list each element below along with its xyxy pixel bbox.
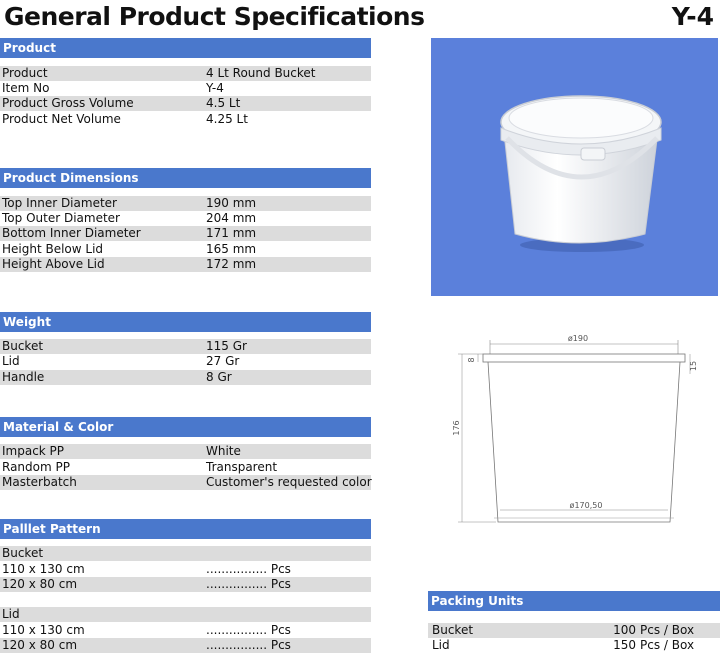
row-unit: Pcs / Box: [640, 623, 695, 637]
table-row: [0, 562, 371, 577]
row-value: Y-4: [206, 81, 224, 95]
rim-height-label: 15: [689, 360, 698, 372]
row-value: 190 mm: [206, 196, 257, 210]
table-row: [0, 354, 371, 369]
row-label: Handle: [2, 370, 45, 384]
table-row: [0, 226, 371, 241]
row-label: Masterbatch: [2, 475, 77, 489]
row-label: Height Above Lid: [2, 257, 105, 271]
section-header-product: Product: [0, 38, 371, 58]
row-label: Bucket: [2, 546, 44, 560]
row-value: ................ Pcs: [206, 577, 291, 591]
row-value: 171 mm: [206, 226, 257, 240]
row-label: 110 x 130 cm: [2, 623, 85, 637]
row-unit: Pcs / Box: [640, 638, 695, 652]
row-quantity: 150: [613, 638, 636, 652]
row-value: 4.5 Lt: [206, 96, 241, 110]
table-row: [428, 638, 720, 653]
table-row: [0, 638, 371, 653]
pallet-bucket-label: [0, 546, 371, 561]
row-label: 120 x 80 cm: [2, 638, 78, 652]
row-value: 172 mm: [206, 257, 257, 271]
table-row: [428, 623, 720, 638]
row-label: Bottom Inner Diameter: [2, 226, 141, 240]
row-value: 115 Gr: [206, 339, 247, 353]
row-value: 204 mm: [206, 211, 257, 225]
section-header-material: Material & Color: [0, 417, 371, 437]
height-label: 176: [452, 420, 461, 436]
section-header-packing: Packing Units: [428, 591, 720, 611]
row-value: ................ Pcs: [206, 623, 291, 637]
row-label: Product Net Volume: [2, 112, 121, 126]
row-label: Random PP: [2, 460, 70, 474]
row-value: Customer's requested color: [206, 475, 372, 489]
table-row: [0, 460, 371, 475]
technical-drawing: [450, 330, 710, 530]
table-row: [0, 196, 371, 211]
section-header-pallet: Palllet Pattern: [0, 519, 371, 539]
table-row: [0, 66, 371, 81]
row-label: Product: [2, 66, 48, 80]
bottom-diameter-label: ø170,50: [569, 501, 603, 510]
row-label: Impack PP: [2, 444, 65, 458]
table-row: [0, 242, 371, 257]
row-label: 110 x 130 cm: [2, 562, 85, 576]
section-header-dimensions: Product Dimensions: [0, 168, 371, 188]
row-value: Transparent: [206, 460, 278, 474]
row-label: Bucket: [2, 339, 44, 353]
table-row: [0, 444, 371, 459]
row-value: 27 Gr: [206, 354, 240, 368]
table-row: [0, 96, 371, 111]
row-label: Lid: [432, 638, 450, 652]
product-photo: [431, 38, 718, 296]
bucket-image: [431, 38, 718, 296]
top-diameter-label: ø190: [567, 334, 589, 343]
section-header-weight: Weight: [0, 312, 371, 332]
table-row: [0, 112, 371, 127]
table-row: [0, 370, 371, 385]
row-value: White: [206, 444, 241, 458]
page-title: General Product Specifications: [4, 2, 425, 31]
row-label: Lid: [2, 354, 20, 368]
pallet-lid-label: [0, 607, 371, 622]
row-label: Top Inner Diameter: [2, 196, 117, 210]
table-row: [0, 339, 371, 354]
row-label: Bucket: [432, 623, 474, 637]
table-row: [0, 623, 371, 638]
table-row: [0, 257, 371, 272]
row-label: Lid: [2, 607, 20, 621]
table-row: [0, 81, 371, 96]
row-value: 4.25 Lt: [206, 112, 248, 126]
table-row: [0, 577, 371, 592]
table-row: [0, 211, 371, 226]
row-label: Product Gross Volume: [2, 96, 134, 110]
row-label: Top Outer Diameter: [2, 211, 120, 225]
row-label: 120 x 80 cm: [2, 577, 78, 591]
row-label: Item No: [2, 81, 50, 95]
row-value: 8 Gr: [206, 370, 232, 384]
row-value: 165 mm: [206, 242, 257, 256]
row-label: Height Below Lid: [2, 242, 104, 256]
row-value: 4 Lt Round Bucket: [206, 66, 316, 80]
row-quantity: 100: [613, 623, 636, 637]
row-value: ................ Pcs: [206, 562, 291, 576]
row-value: ................ Pcs: [206, 638, 291, 652]
table-row: [0, 475, 371, 490]
item-code: Y-4: [671, 2, 714, 31]
lid-height-label: 8: [467, 357, 476, 363]
